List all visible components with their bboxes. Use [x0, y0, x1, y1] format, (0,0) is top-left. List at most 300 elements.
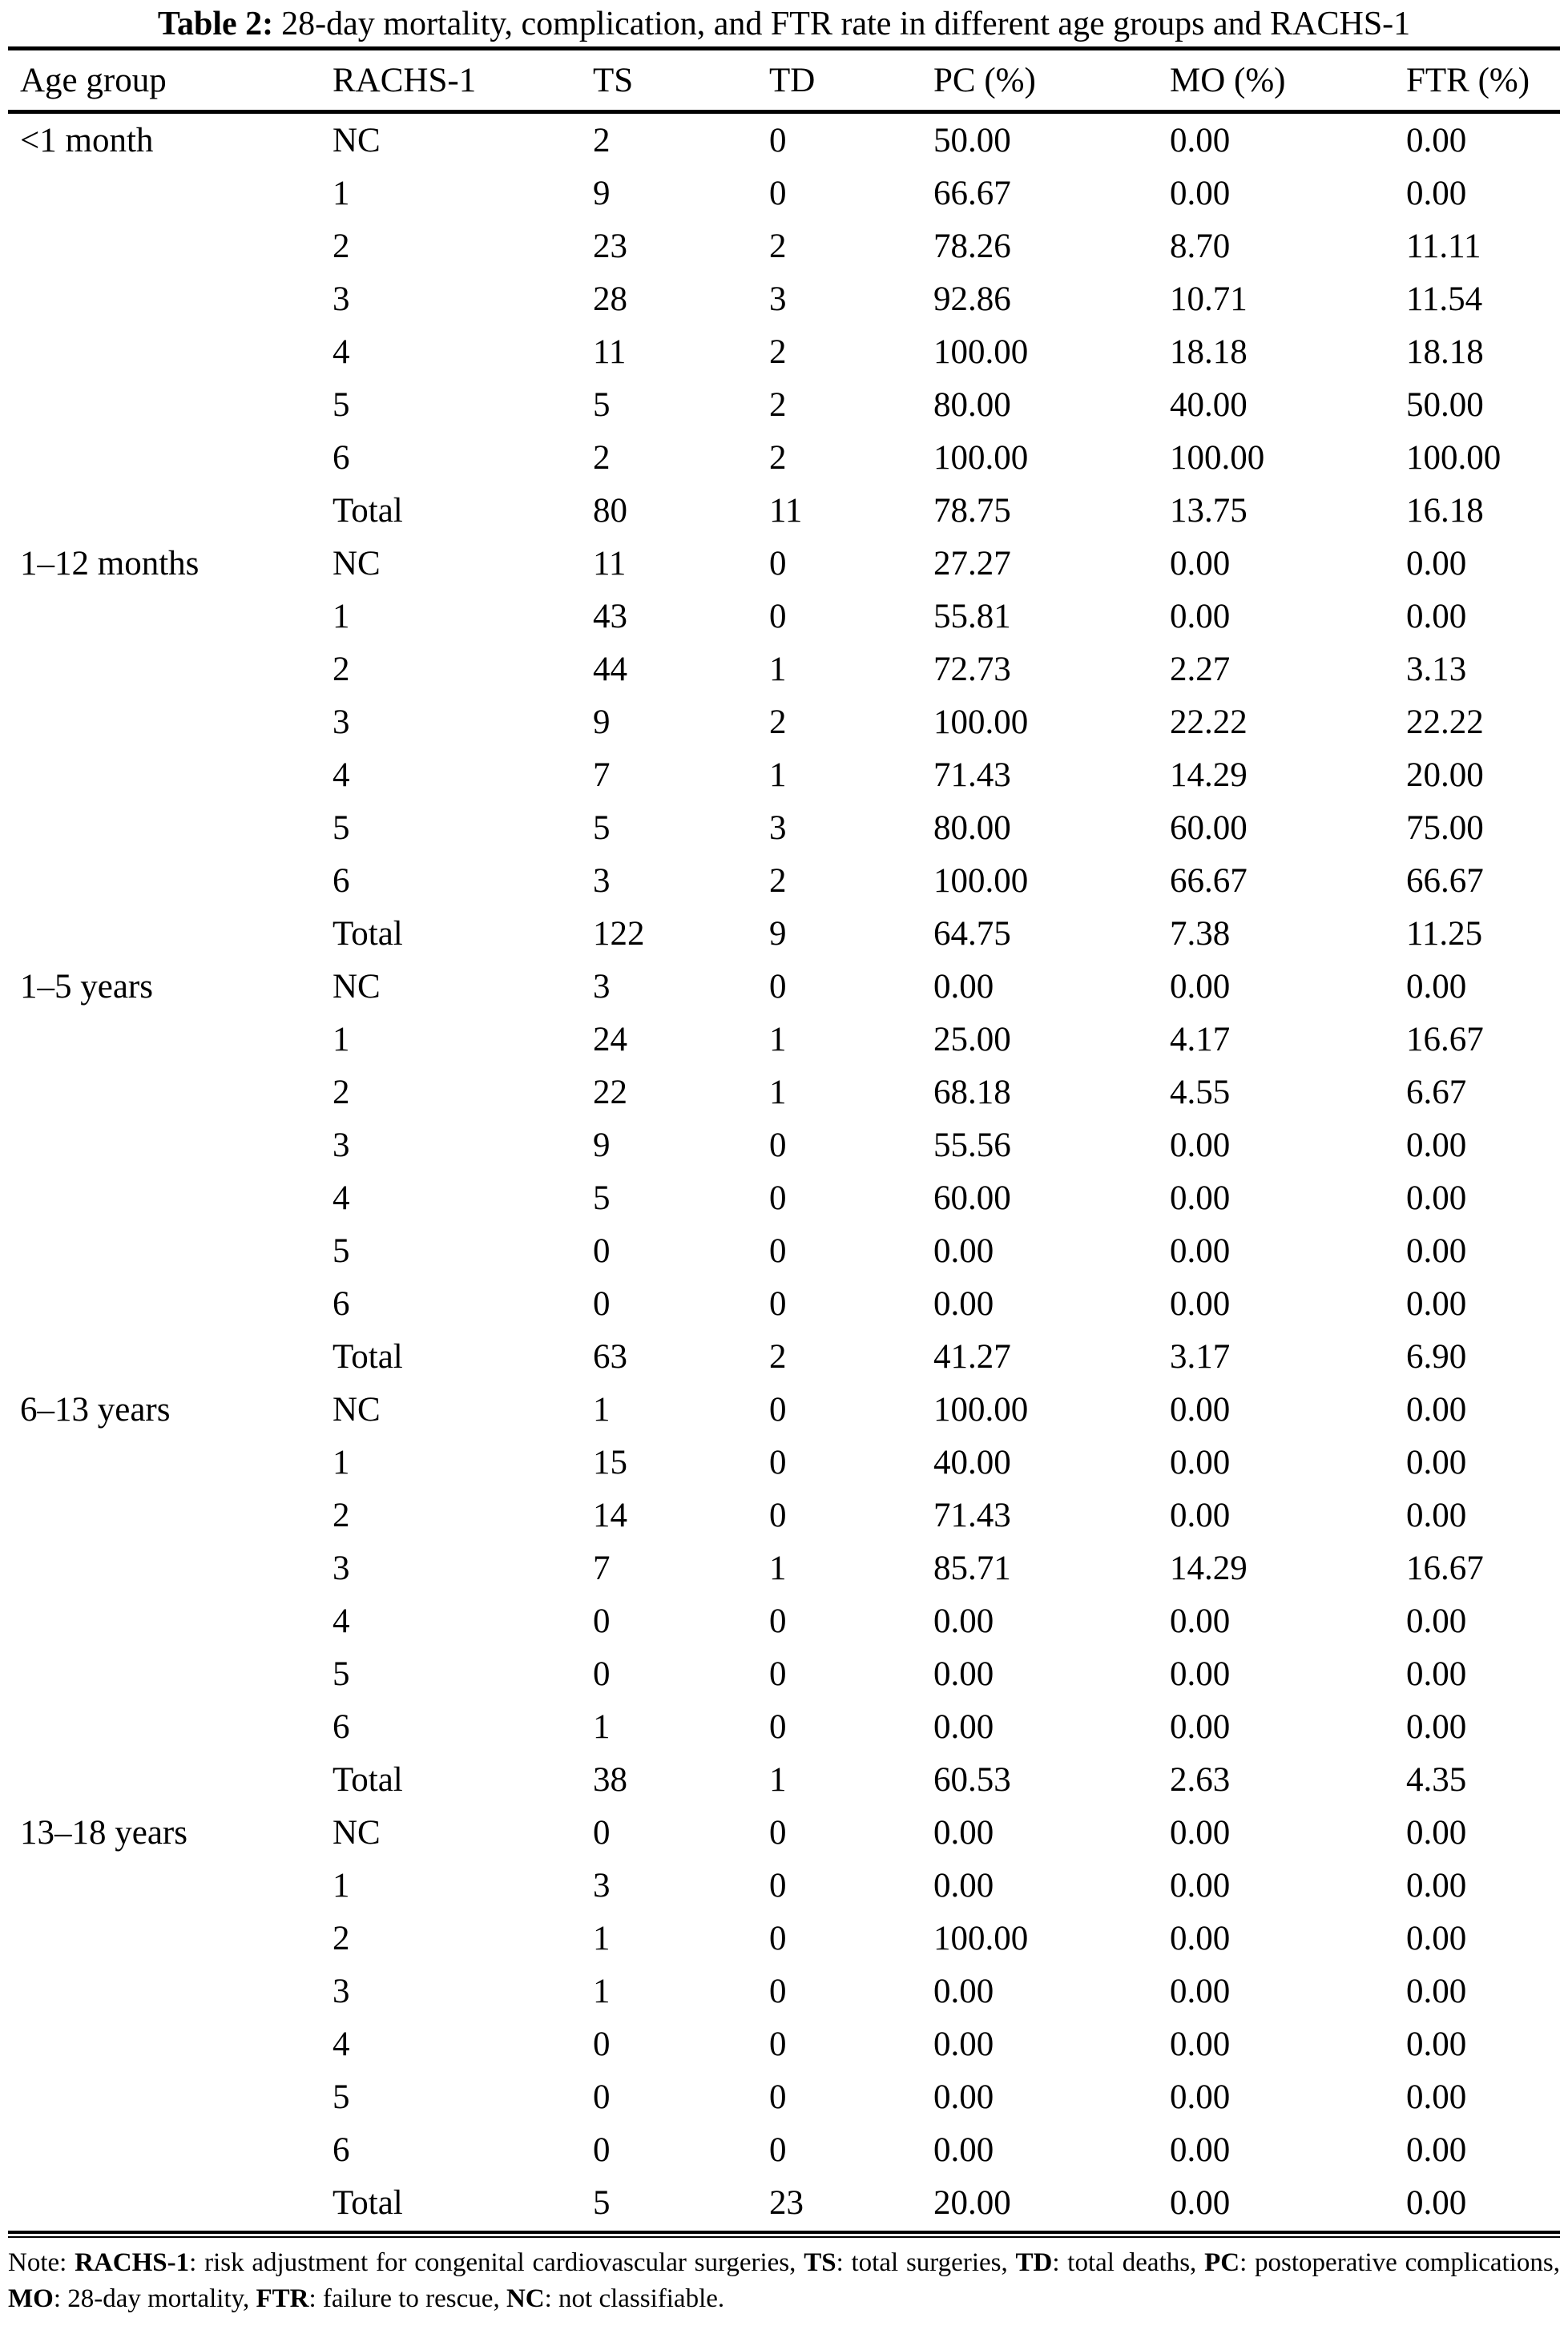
rachs-cell: NC	[333, 544, 381, 582]
age-group-cell	[8, 1912, 333, 1965]
table-row	[8, 1013, 1560, 1066]
footnote-text: : postoperative complications,	[1239, 2248, 1560, 2277]
td-cell: 0	[769, 1972, 787, 2010]
td-cell: 0	[769, 597, 787, 635]
table-row	[8, 1277, 1560, 1330]
ts-cell: 0	[593, 2025, 611, 2063]
ftr-cell: 50.00	[1406, 385, 1484, 424]
table-row	[8, 590, 1560, 643]
td-cell: 2	[769, 861, 787, 900]
pc-cell: 100.00	[933, 1919, 1029, 1957]
td-cell: 2	[769, 703, 787, 741]
td-cell: 0	[769, 1866, 787, 1905]
pc-cell: 100.00	[933, 438, 1029, 477]
age-group-cell	[8, 1965, 333, 2018]
ftr-cell: 0.00	[1406, 1179, 1467, 1217]
table-row	[8, 2018, 1560, 2070]
td-cell: 9	[769, 914, 787, 953]
ftr-cell: 0.00	[1406, 1707, 1467, 1746]
rachs-cell: 2	[333, 650, 350, 688]
ftr-cell: 0.00	[1406, 1284, 1467, 1323]
mo-cell: 14.29	[1170, 1549, 1248, 1587]
ftr-cell: 3.13	[1406, 650, 1467, 688]
rachs-cell: 4	[333, 2025, 350, 2063]
ts-cell: 3	[593, 967, 611, 1006]
pc-cell: 55.56	[933, 1126, 1011, 1164]
age-group-cell	[8, 854, 333, 907]
rachs-cell: 2	[333, 1919, 350, 1957]
pc-cell: 0.00	[933, 1972, 994, 2010]
pc-cell: 40.00	[933, 1443, 1011, 1481]
td-cell: 0	[769, 1284, 787, 1323]
ftr-cell: 0.00	[1406, 2025, 1467, 2063]
table-row	[8, 695, 1560, 748]
table-row	[8, 2070, 1560, 2123]
ftr-cell: 0.00	[1406, 1231, 1467, 1270]
rachs-cell: 4	[333, 1602, 350, 1640]
pc-cell: 72.73	[933, 650, 1011, 688]
mo-cell: 0.00	[1170, 1496, 1231, 1534]
mo-cell: 0.00	[1170, 1179, 1231, 1217]
rachs-cell: 5	[333, 2078, 350, 2116]
td-cell: 0	[769, 544, 787, 582]
pc-cell: 0.00	[933, 1284, 994, 1323]
footnote-abbreviation: RACHS-1	[75, 2248, 190, 2277]
ftr-cell: 75.00	[1406, 808, 1484, 847]
table-row	[8, 1224, 1560, 1277]
ts-cell: 11	[593, 333, 627, 371]
ts-cell: 9	[593, 1126, 611, 1164]
table-bottom-rule	[8, 2231, 1560, 2238]
col-header-rachs-1: RACHS-1	[333, 49, 593, 112]
pc-cell: 100.00	[933, 703, 1029, 741]
rachs-cell: 5	[333, 1655, 350, 1693]
mo-cell: 0.00	[1170, 544, 1231, 582]
mo-cell: 0.00	[1170, 1655, 1231, 1693]
pc-cell: 71.43	[933, 756, 1011, 794]
td-cell: 1	[769, 650, 787, 688]
table-row	[8, 1542, 1560, 1594]
rachs-cell: 3	[333, 703, 350, 741]
ts-cell: 1	[593, 1972, 611, 2010]
footnote-abbreviation: TS	[804, 2248, 836, 2277]
td-cell: 0	[769, 1443, 787, 1481]
age-group-cell	[8, 325, 333, 378]
mo-cell: 0.00	[1170, 2183, 1231, 2222]
footnote	[8, 2238, 1560, 2317]
rachs-cell: NC	[333, 1813, 381, 1852]
rachs-cell: 4	[333, 1179, 350, 1217]
ftr-cell: 16.67	[1406, 1549, 1484, 1587]
data-table	[8, 46, 1560, 2229]
age-group-cell: 13–18 years	[20, 1813, 187, 1852]
ts-cell: 2	[593, 438, 611, 477]
pc-cell: 64.75	[933, 914, 1011, 953]
ftr-cell: 0.00	[1406, 1813, 1467, 1852]
td-cell: 1	[769, 756, 787, 794]
ts-cell: 63	[593, 1337, 627, 1376]
td-cell: 0	[769, 1602, 787, 1640]
age-group-cell	[8, 590, 333, 643]
pc-cell: 100.00	[933, 333, 1029, 371]
pc-cell: 80.00	[933, 808, 1011, 847]
td-cell: 23	[769, 2183, 804, 2222]
td-cell: 2	[769, 333, 787, 371]
ts-cell: 1	[593, 1390, 611, 1429]
ftr-cell: 0.00	[1406, 2078, 1467, 2116]
ts-cell: 80	[593, 491, 627, 530]
age-group-cell	[8, 2070, 333, 2123]
age-group-cell	[8, 1594, 333, 1647]
pc-cell: 25.00	[933, 1020, 1011, 1058]
table-body	[8, 112, 1560, 2230]
ftr-cell: 0.00	[1406, 1443, 1467, 1481]
td-cell: 0	[769, 1919, 787, 1957]
ts-cell: 38	[593, 1760, 627, 1799]
td-cell: 0	[769, 2025, 787, 2063]
table-number-label: Table 2:	[157, 6, 274, 42]
pc-cell: 55.81	[933, 597, 1011, 635]
age-group-cell	[8, 431, 333, 484]
table-header	[8, 49, 1560, 112]
mo-cell: 100.00	[1170, 438, 1265, 477]
rachs-cell: 6	[333, 861, 350, 900]
mo-cell: 0.00	[1170, 1443, 1231, 1481]
mo-cell: 0.00	[1170, 2025, 1231, 2063]
rachs-cell: 5	[333, 808, 350, 847]
ts-cell: 0	[593, 2130, 611, 2169]
ts-cell: 9	[593, 703, 611, 741]
rachs-cell: 5	[333, 385, 350, 424]
age-group-cell	[8, 1700, 333, 1753]
ftr-cell: 0.00	[1406, 544, 1467, 582]
age-group-cell	[8, 220, 333, 272]
pc-cell: 0.00	[933, 1866, 994, 1905]
ts-cell: 7	[593, 756, 611, 794]
table-row	[8, 1330, 1560, 1383]
ftr-cell: 0.00	[1406, 1972, 1467, 2010]
footnote-text: : not classifiable.	[544, 2284, 725, 2313]
table-row	[8, 1912, 1560, 1965]
rachs-cell: Total	[333, 1337, 403, 1376]
table-row	[8, 2176, 1560, 2229]
ts-cell: 9	[593, 174, 611, 212]
age-group-cell	[8, 2176, 333, 2229]
pc-cell: 78.26	[933, 227, 1011, 265]
pc-cell: 0.00	[933, 1231, 994, 1270]
pc-cell: 0.00	[933, 1707, 994, 1746]
ftr-cell: 6.90	[1406, 1337, 1467, 1376]
td-cell: 1	[769, 1073, 787, 1111]
td-cell: 0	[769, 121, 787, 159]
ftr-cell: 11.25	[1406, 914, 1483, 953]
rachs-cell: NC	[333, 1390, 381, 1429]
age-group-cell	[8, 801, 333, 854]
ts-cell: 1	[593, 1919, 611, 1957]
mo-cell: 0.00	[1170, 1813, 1231, 1852]
age-group-cell	[8, 1753, 333, 1806]
age-group-cell	[8, 272, 333, 325]
ftr-cell: 100.00	[1406, 438, 1501, 477]
ts-cell: 14	[593, 1496, 627, 1534]
mo-cell: 0.00	[1170, 121, 1231, 159]
footnote-text: : 28-day mortality,	[53, 2284, 256, 2313]
footnote-abbreviation: MO	[8, 2284, 54, 2313]
ftr-cell: 0.00	[1406, 1390, 1467, 1429]
ts-cell: 22	[593, 1073, 627, 1111]
age-group-cell	[8, 1542, 333, 1594]
mo-cell: 10.71	[1170, 280, 1248, 318]
rachs-cell: 5	[333, 1231, 350, 1270]
ts-cell: 3	[593, 1866, 611, 1905]
mo-cell: 14.29	[1170, 756, 1248, 794]
pc-cell: 20.00	[933, 2183, 1011, 2222]
age-group-cell	[8, 378, 333, 431]
rachs-cell: 6	[333, 1284, 350, 1323]
ftr-cell: 0.00	[1406, 1496, 1467, 1534]
rachs-cell: 3	[333, 1549, 350, 1587]
table-row	[8, 1436, 1560, 1489]
table-row	[8, 1489, 1560, 1542]
td-cell: 2	[769, 385, 787, 424]
ts-cell: 0	[593, 1813, 611, 1852]
ts-cell: 2	[593, 121, 611, 159]
age-group-cell	[8, 484, 333, 537]
ts-cell: 3	[593, 861, 611, 900]
mo-cell: 2.27	[1170, 650, 1231, 688]
mo-cell: 2.63	[1170, 1760, 1231, 1799]
td-cell: 1	[769, 1020, 787, 1058]
col-header-mo: MO (%)	[1170, 49, 1406, 112]
mo-cell: 0.00	[1170, 1866, 1231, 1905]
ts-cell: 1	[593, 1707, 611, 1746]
mo-cell: 0.00	[1170, 1126, 1231, 1164]
age-group-cell	[8, 1436, 333, 1489]
td-cell: 2	[769, 438, 787, 477]
table-title	[8, 0, 1560, 46]
pc-cell: 100.00	[933, 861, 1029, 900]
pc-cell: 0.00	[933, 2025, 994, 2063]
pc-cell: 0.00	[933, 2078, 994, 2116]
mo-cell: 4.55	[1170, 1073, 1231, 1111]
table-row	[8, 1753, 1560, 1806]
pc-cell: 0.00	[933, 1602, 994, 1640]
mo-cell: 0.00	[1170, 1919, 1231, 1957]
age-group-cell: <1 month	[20, 121, 154, 159]
col-header-pc: PC (%)	[933, 49, 1170, 112]
table-row	[8, 1647, 1560, 1700]
age-group-cell	[8, 1277, 333, 1330]
td-cell: 0	[769, 1179, 787, 1217]
age-group-cell	[8, 643, 333, 695]
ftr-cell: 18.18	[1406, 333, 1484, 371]
table-row	[8, 748, 1560, 801]
rachs-cell: Total	[333, 2183, 403, 2222]
td-cell: 0	[769, 1126, 787, 1164]
td-cell: 0	[769, 1390, 787, 1429]
ts-cell: 23	[593, 227, 627, 265]
age-group-cell: 1–12 months	[20, 544, 200, 582]
pc-cell: 0.00	[933, 1813, 994, 1852]
pc-cell: 80.00	[933, 385, 1011, 424]
ftr-cell: 0.00	[1406, 1126, 1467, 1164]
table-row	[8, 2123, 1560, 2176]
age-group-cell	[8, 695, 333, 748]
pc-cell: 50.00	[933, 121, 1011, 159]
ts-cell: 5	[593, 385, 611, 424]
age-group-cell	[8, 1171, 333, 1224]
ftr-cell: 0.00	[1406, 121, 1467, 159]
mo-cell: 0.00	[1170, 2078, 1231, 2116]
ftr-cell: 4.35	[1406, 1760, 1467, 1799]
rachs-cell: 2	[333, 1496, 350, 1534]
ftr-cell: 16.18	[1406, 491, 1484, 530]
table-row	[8, 1383, 1560, 1436]
td-cell: 11	[769, 491, 803, 530]
ts-cell: 11	[593, 544, 627, 582]
age-group-cell: 1–5 years	[20, 967, 153, 1006]
pc-cell: 66.67	[933, 174, 1011, 212]
age-group-cell	[8, 1119, 333, 1171]
mo-cell: 7.38	[1170, 914, 1231, 953]
pc-cell: 71.43	[933, 1496, 1011, 1534]
mo-cell: 0.00	[1170, 1231, 1231, 1270]
rachs-cell: 4	[333, 756, 350, 794]
age-group-cell	[8, 1224, 333, 1277]
td-cell: 1	[769, 1549, 787, 1587]
ts-cell: 43	[593, 597, 627, 635]
rachs-cell: 4	[333, 333, 350, 371]
td-cell: 2	[769, 227, 787, 265]
mo-cell: 4.17	[1170, 1020, 1231, 1058]
ftr-cell: 22.22	[1406, 703, 1484, 741]
footnote-abbreviation: TD	[1015, 2248, 1053, 2277]
mo-cell: 0.00	[1170, 174, 1231, 212]
ts-cell: 0	[593, 1231, 611, 1270]
age-group-cell	[8, 1013, 333, 1066]
td-cell: 2	[769, 1337, 787, 1376]
ftr-cell: 0.00	[1406, 1919, 1467, 1957]
ts-cell: 24	[593, 1020, 627, 1058]
pc-cell: 0.00	[933, 2130, 994, 2169]
td-cell: 0	[769, 1707, 787, 1746]
age-group-cell	[8, 2018, 333, 2070]
col-header-age-group: Age group	[8, 49, 333, 112]
ftr-cell: 0.00	[1406, 1655, 1467, 1693]
rachs-cell: 1	[333, 1866, 350, 1905]
ftr-cell: 66.67	[1406, 861, 1484, 900]
footnote-abbreviation: NC	[506, 2284, 545, 2313]
td-cell: 0	[769, 1813, 787, 1852]
ts-cell: 0	[593, 1284, 611, 1323]
table-row	[8, 854, 1560, 907]
table-row	[8, 1806, 1560, 1859]
age-group-cell	[8, 2123, 333, 2176]
ts-cell: 122	[593, 914, 645, 953]
table-row	[8, 431, 1560, 484]
table-row	[8, 378, 1560, 431]
td-cell: 0	[769, 1231, 787, 1270]
ts-cell: 28	[593, 280, 627, 318]
table-row	[8, 1965, 1560, 2018]
table-row	[8, 272, 1560, 325]
pc-cell: 78.75	[933, 491, 1011, 530]
ts-cell: 0	[593, 1602, 611, 1640]
age-group-cell	[8, 748, 333, 801]
rachs-cell: 3	[333, 280, 350, 318]
rachs-cell: 1	[333, 597, 350, 635]
pc-cell: 60.53	[933, 1760, 1011, 1799]
mo-cell: 18.18	[1170, 333, 1248, 371]
mo-cell: 60.00	[1170, 808, 1248, 847]
rachs-cell: 2	[333, 227, 350, 265]
age-group-cell	[8, 907, 333, 960]
td-cell: 0	[769, 2078, 787, 2116]
ts-cell: 44	[593, 650, 627, 688]
ftr-cell: 0.00	[1406, 2130, 1467, 2169]
rachs-cell: Total	[333, 1760, 403, 1799]
td-cell: 0	[769, 1655, 787, 1693]
ftr-cell: 0.00	[1406, 597, 1467, 635]
pc-cell: 0.00	[933, 1655, 994, 1693]
mo-cell: 0.00	[1170, 1602, 1231, 1640]
mo-cell: 66.67	[1170, 861, 1248, 900]
rachs-cell: 6	[333, 2130, 350, 2169]
age-group-cell	[8, 167, 333, 220]
ftr-cell: 11.11	[1406, 227, 1481, 265]
footnote-text: Note:	[8, 2248, 75, 2277]
mo-cell: 0.00	[1170, 1390, 1231, 1429]
pc-cell: 68.18	[933, 1073, 1011, 1111]
table-row	[8, 1594, 1560, 1647]
header-row	[8, 49, 1560, 112]
rachs-cell: NC	[333, 121, 381, 159]
footnote-text: : failure to rescue,	[308, 2284, 506, 2313]
ftr-cell: 20.00	[1406, 756, 1484, 794]
rachs-cell: NC	[333, 967, 381, 1006]
age-group-cell	[8, 1066, 333, 1119]
ftr-cell: 0.00	[1406, 967, 1467, 1006]
table-row	[8, 1119, 1560, 1171]
mo-cell: 0.00	[1170, 1284, 1231, 1323]
ftr-cell: 16.67	[1406, 1020, 1484, 1058]
age-group-cell	[8, 1330, 333, 1383]
table-row	[8, 1171, 1560, 1224]
ftr-cell: 6.67	[1406, 1073, 1467, 1111]
age-group-cell	[8, 1489, 333, 1542]
td-cell: 0	[769, 174, 787, 212]
ftr-cell: 0.00	[1406, 1602, 1467, 1640]
pc-cell: 60.00	[933, 1179, 1011, 1217]
td-cell: 3	[769, 808, 787, 847]
rachs-cell: 3	[333, 1972, 350, 2010]
ts-cell: 0	[593, 1655, 611, 1693]
table-row	[8, 112, 1560, 167]
rachs-cell: 2	[333, 1073, 350, 1111]
mo-cell: 13.75	[1170, 491, 1248, 530]
ts-cell: 0	[593, 2078, 611, 2116]
age-group-cell	[8, 1647, 333, 1700]
table-row	[8, 1066, 1560, 1119]
mo-cell: 0.00	[1170, 1707, 1231, 1746]
mo-cell: 0.00	[1170, 2130, 1231, 2169]
ts-cell: 5	[593, 2183, 611, 2222]
mo-cell: 3.17	[1170, 1337, 1231, 1376]
pc-cell: 92.86	[933, 280, 1011, 318]
td-cell: 3	[769, 280, 787, 318]
rachs-cell: 3	[333, 1126, 350, 1164]
rachs-cell: Total	[333, 914, 403, 953]
